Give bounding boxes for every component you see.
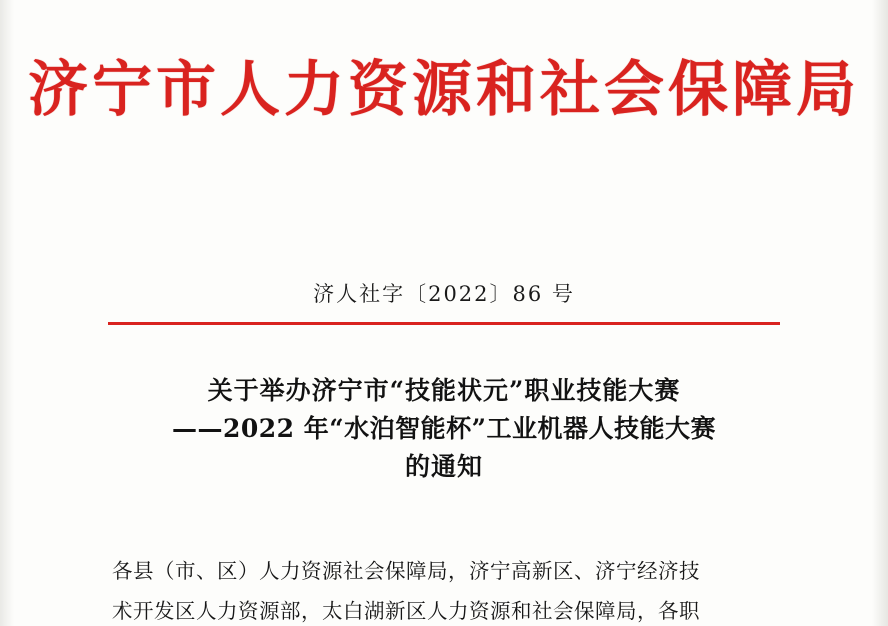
document-title [108,372,780,486]
title-line-2: ——2022 年“水泊智能杯”工业机器人技能大赛 [171,414,717,443]
document-masthead: 济宁市人力资源和社会保障局 [28,55,860,125]
red-divider-rule [108,322,780,325]
body-line-1: 各县（市、区）人力资源社会保障局，济宁高新区、济宁经济技 [112,559,700,583]
body-line-2: 术开发区人力资源部，太白湖新区人力资源和社会保障局，各职 [112,598,700,623]
document-body [112,552,784,626]
title-line-3: 的通知 [404,452,483,481]
title-line-1: 关于举办济宁市“技能状元”职业技能大赛 [207,376,681,405]
document-number: 济人社字〔2022〕86 号 [313,282,575,306]
